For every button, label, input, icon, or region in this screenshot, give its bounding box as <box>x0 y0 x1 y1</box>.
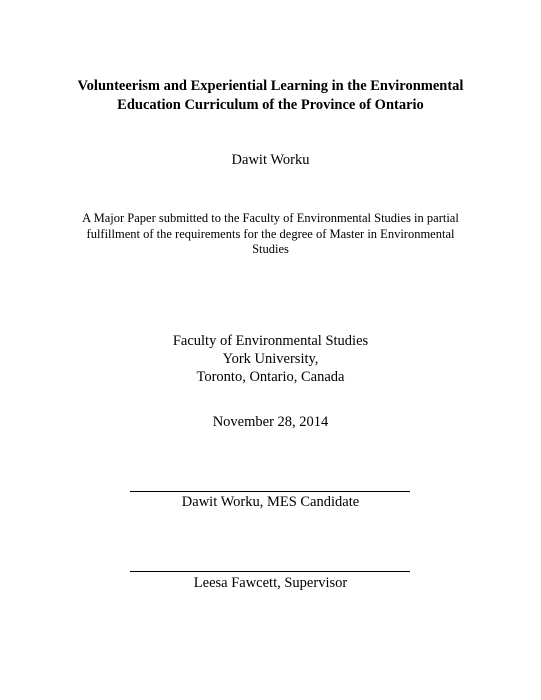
faculty-name: Faculty of Environmental Studies <box>172 333 369 349</box>
paper-title-line-2: Education Curriculum of the Province of Ontario <box>117 97 424 113</box>
affiliation-block <box>0 332 541 386</box>
paper-title-line-1: Volunteerism and Experiential Learning in the Environmental <box>77 78 464 94</box>
submission-date: November 28, 2014 <box>212 414 329 430</box>
paper-title <box>0 77 541 115</box>
candidate-signature-label: Dawit Worku, MES Candidate <box>181 494 360 510</box>
submission-line-1: A Major Paper submitted to the Faculty of Environmental Studies in partial <box>82 211 459 225</box>
submission-line-3: Studies <box>252 242 289 256</box>
university-name: York University, <box>222 351 319 367</box>
submission-line-2: fulfillment of the requirements for the degree of Master in Environmental <box>86 226 455 241</box>
author-name: Dawit Worku <box>231 152 310 168</box>
supervisor-signature-line <box>130 571 410 572</box>
submission-statement <box>0 211 541 258</box>
supervisor-signature-label: Leesa Fawcett, Supervisor <box>193 575 348 591</box>
location: Toronto, Ontario, Canada <box>196 369 345 385</box>
candidate-signature-line <box>130 491 410 492</box>
